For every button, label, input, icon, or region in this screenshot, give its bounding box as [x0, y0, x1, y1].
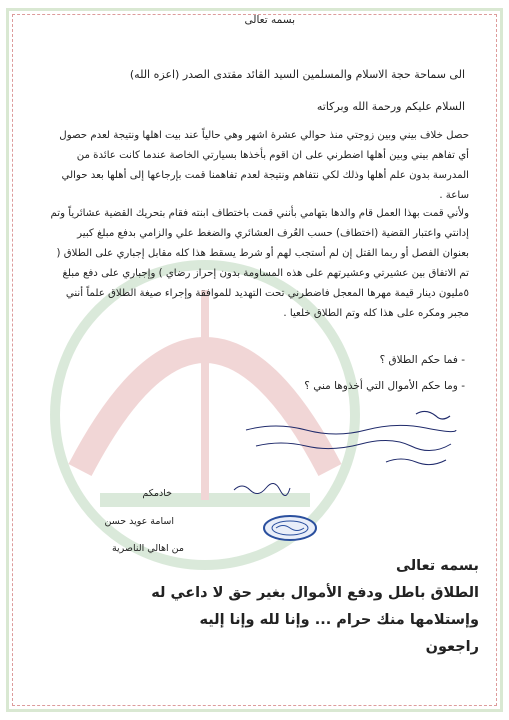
question-1: - فما حكم الطلاق ؟: [379, 354, 465, 366]
handwritten-reply: [236, 408, 466, 468]
fatwa-line-2: وإستلامها منك حرام ... وإنا لله وإنا إليه: [199, 612, 479, 628]
letter-paragraph-2: ولأني قمت بهذا العمل قام والدها بتهامي بأنني قمت باختطاف ابنته فقام بتحريك القضية عشائرياً وتم إدانتي واعتبار القضية (اختطاف) حسب العُرف العشائري والضغط علي والزامي بدفع مبلغ كبير بعنوان الفصل أو ربما القتل إن لم أستجب لهم أو شرط يسقط هذا كله مقابل إجباري على الطلاق ( تم الاتفاق بين عشيرتي وعشيرتهم على هذه المساومة بدون إحراز رضاي ) وإجباري على دفع مبلغ ٥مليون دينار قيمة مهرها المعجل فاضطرني تحت التهديد للموافقة وإجراء صيغة الطلاق علماً أنني مجبر ومكره على هذا كله وتم الطلاق خلعيا .: [50, 208, 469, 319]
office-seal: [262, 514, 318, 542]
fatwa-line-3: راجعون: [425, 639, 479, 655]
sender-name: اسامة عويد حسن: [104, 516, 174, 527]
letter-paragraph-1: حصل خلاف بيني وبين زوجتي منذ حوالي عشرة اشهر وهي حالياً عند بيت اهلها ونتيجة لعدم حصول أي تفاهم بيني وبين أهلها اضطرني على ان اقوم بأخذها بسيارتي الخاصة عندما كانت عائدة من المدرسة بدون علم أهلها وذلك لكي نتفاهم ونتيجة لعدم تفاهمنا قمت بإرجاعها إلى أهلها بعد حوالي ساعة .: [59, 130, 469, 201]
letter-address: الى سماحة حجة الاسلام والمسلمين السيد القائد مقتدى الصدر (اعزه الله): [129, 68, 465, 81]
sender-origin: من اهالي الناصرية: [111, 543, 184, 554]
question-2: - وما حكم الأموال التي أخذوها مني ؟: [304, 380, 465, 392]
letter-basmala: بسمه تعالى: [244, 14, 295, 26]
fatwa-line-1: الطلاق باطل ودفع الأموال بغير حق لا داعي له: [151, 585, 479, 601]
fatwa-basmala: بسمه تعالى: [396, 558, 479, 574]
closing-text: خادمكم: [142, 488, 172, 499]
letter-greeting: السلام عليكم ورحمة الله وبركاته: [316, 100, 465, 113]
handwritten-date: [232, 480, 292, 496]
